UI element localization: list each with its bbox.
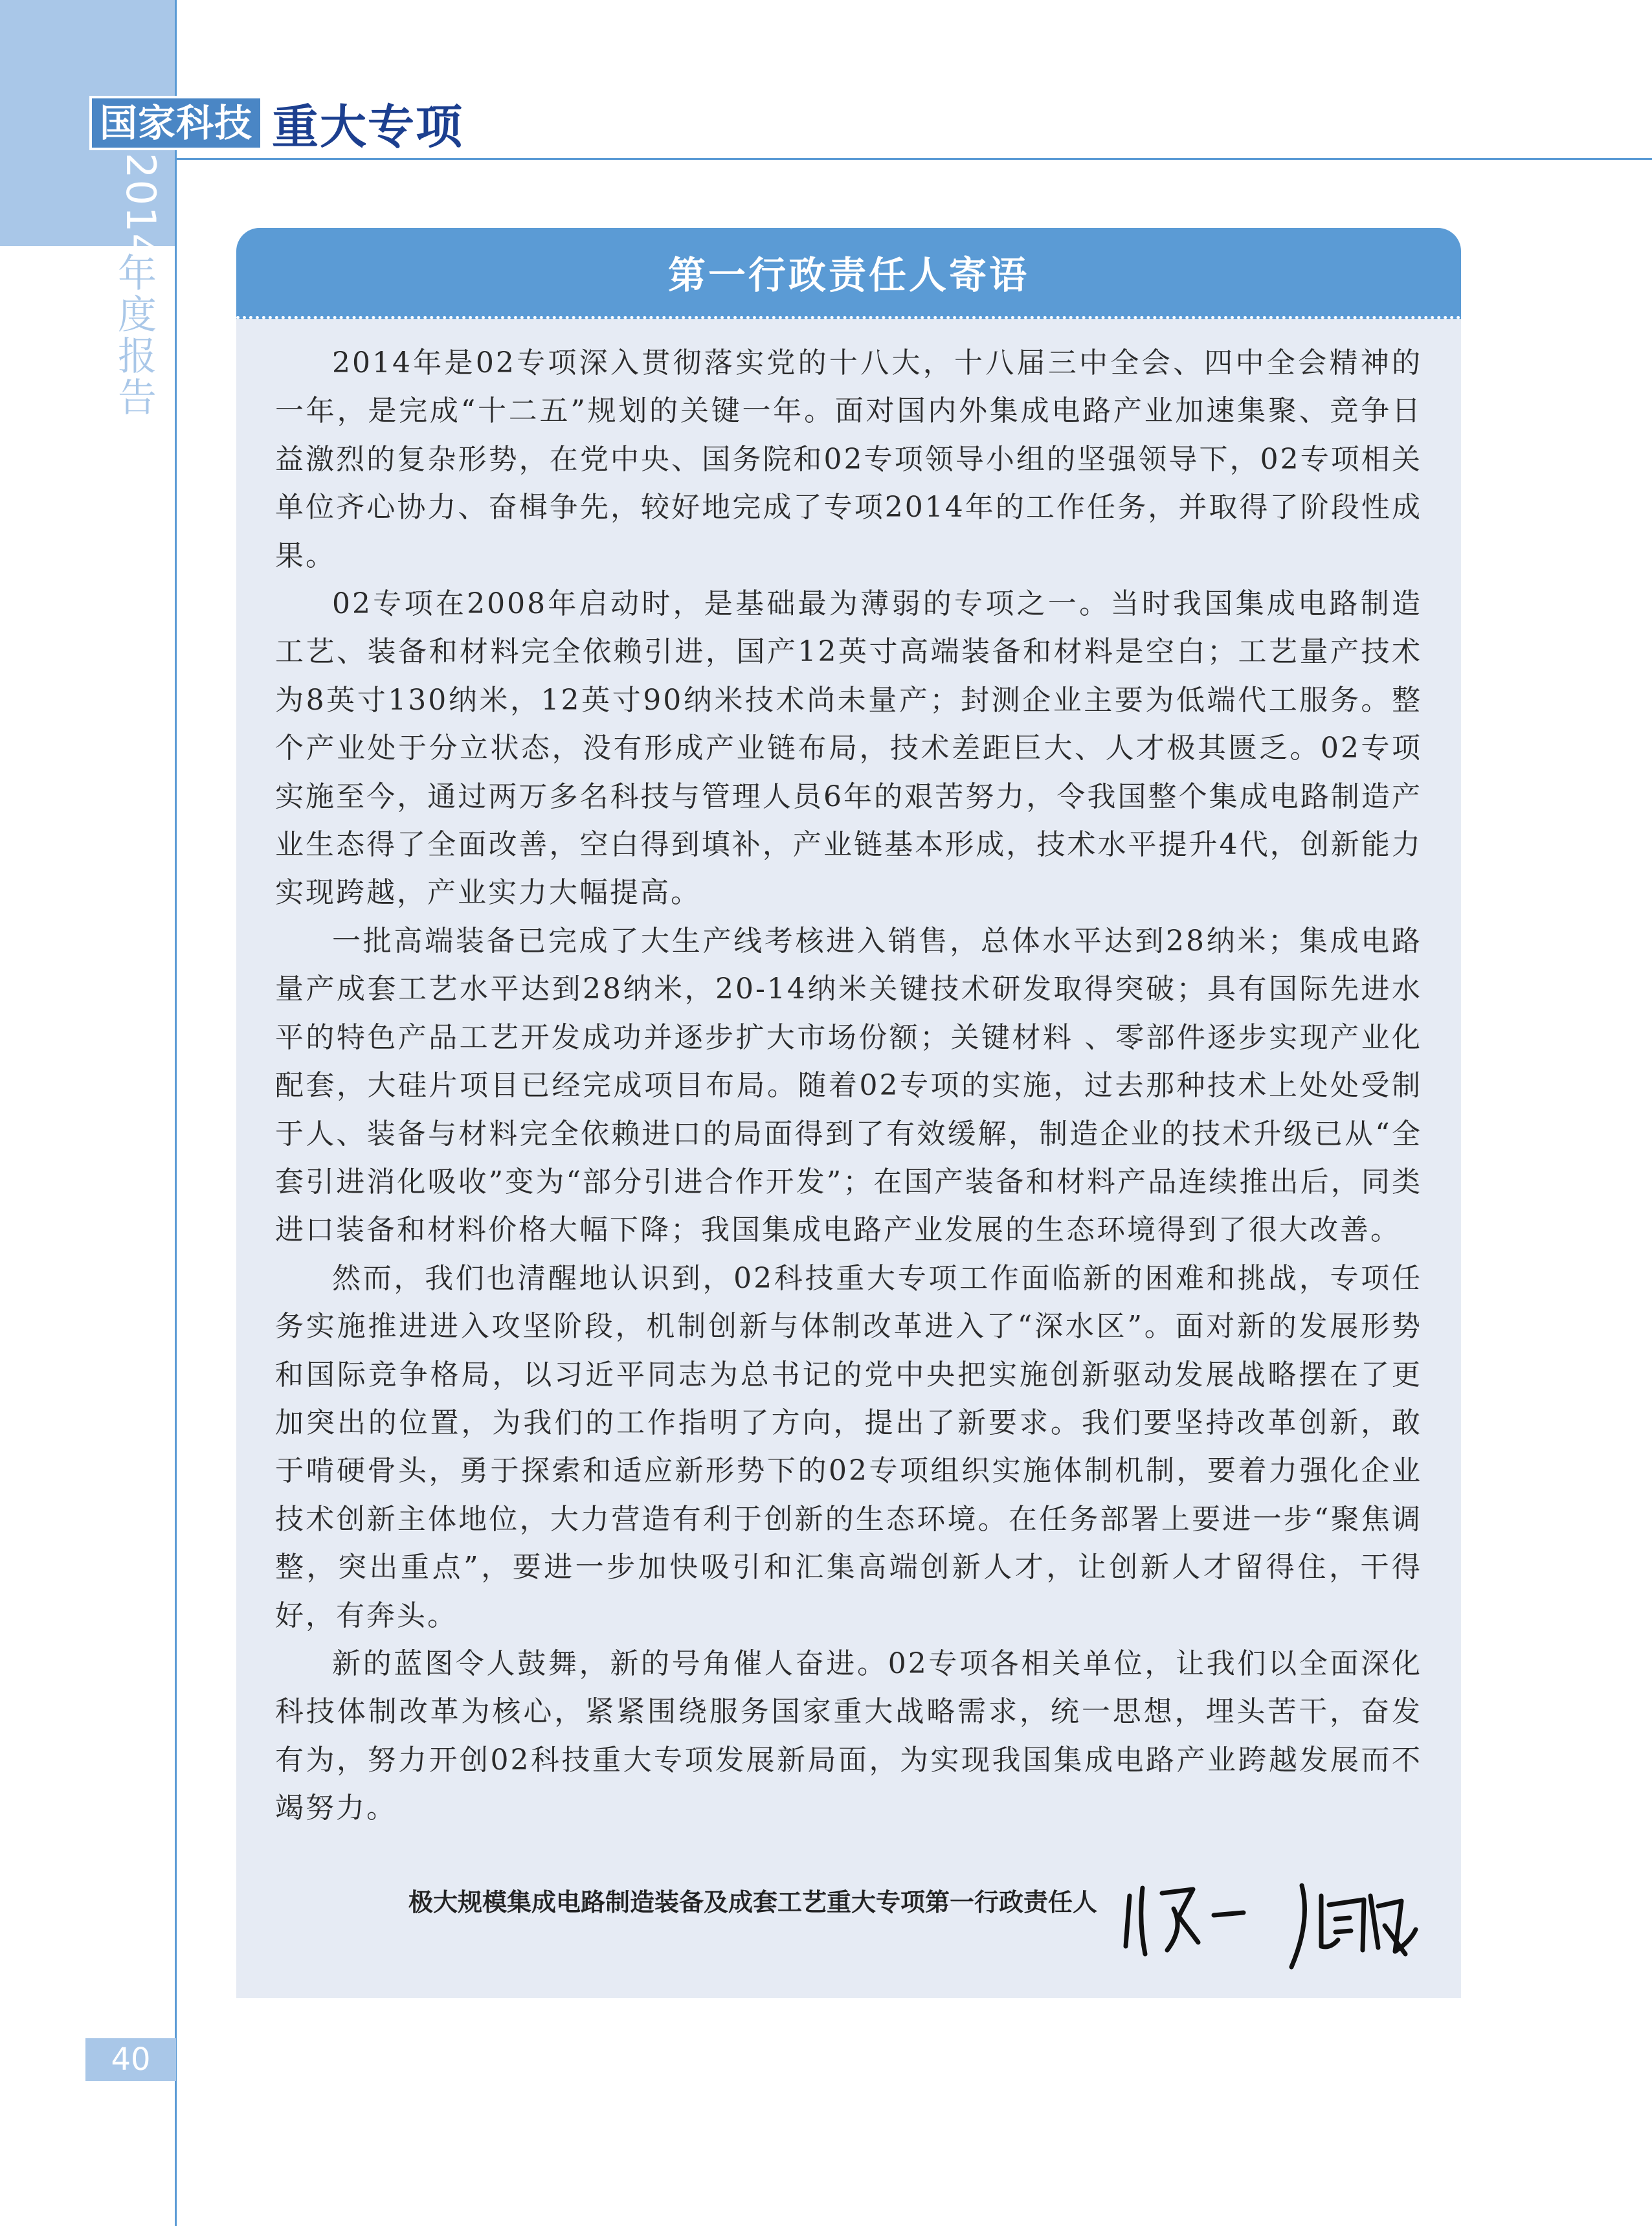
brand-main-label: 重大专项 [272, 99, 464, 154]
brand-header [89, 96, 464, 154]
paragraph-3: 一批高端装备已完成了大生产线考核进入销售，总体水平达到28纳米；集成电路量产成套工艺水平达到28纳米，20-14纳米关键技术研发取得突破；具有国际先进水平的特色产品工艺开发成功并逐步扩大市场份额；关键材料 、零部件逐步实现产业化配套，大硅片项目已经完成项目布局。随着02专项的实施，过去那种技术上处处受制于人、装备与材料完全依赖进口的局面得到了有效缓解，制造企业的技术升级已从“全套引进消化吸收”变为“部分引进合作开发”；在国产装备和材料产品连续推出后，同类进口装备和材料价格大幅下降；我国集成电路产业发展的生态环境得到了很大改善。 [275, 924, 1422, 1247]
panel-header [236, 228, 1461, 319]
sidebar-divider [175, 0, 177, 2226]
brand-box-label: 国家科技 [89, 96, 263, 150]
left-sidebar [0, 0, 176, 2226]
side-year: 2014 [117, 153, 164, 260]
side-report-title: 年度报告 [111, 253, 157, 418]
paragraph-4: 然而，我们也清醒地认识到，02科技重大专项工作面临新的困难和挑战，专项任务实施推进进入攻坚阶段，机制创新与体制改革进入了“深水区”。面对新的发展形势和国际竞争格局，以习近平同志为总书记的党中央把实施创新驱动发展战略摆在了更加突出的位置，为我们的工作指明了方向，提出了新要求。我们要坚持改革创新，敢于啃硬骨头，勇于探索和适应新形势下的02专项组织实施体制机制，要着力强化企业技术创新主体地位，大力营造有利于创新的生态环境。在任务部署上要进一步“聚焦调整，突出重点”，要进一步加快吸引和汇集高端创新人才，让创新人才留得住，干得好，有奔头。 [275, 1261, 1422, 1632]
header-rule [176, 158, 1652, 160]
panel-title: 第一行政责任人寄语 [667, 253, 1029, 297]
signature-icon [1117, 1870, 1421, 1973]
page-number: 40 [85, 2038, 176, 2081]
paragraph-5: 新的蓝图令人鼓舞，新的号角催人奋进。02专项各相关单位，让我们以全面深化科技体制改革为核心，紧紧围绕服务国家重大战略需求，统一思想，埋头苦干，奋发有为，努力开创02科技重大专项发展新局面，为实现我国集成电路产业跨越发展而不竭努力。 [275, 1647, 1422, 1825]
paragraph-1: 2014年是02专项深入贯彻落实党的十八大，十八届三中全会、四中全会精神的一年，是完成“十二五”规划的关键一年。面对国内外集成电路产业加速集聚、竞争日益激烈的复杂形势，在党中央、国务院和02专项领导小组的坚强领导下，02专项相关单位齐心协力、奋楫争先，较好地完成了专项2014年的工作任务，并取得了阶段性成果。 [275, 346, 1422, 572]
signatory-title: 极大规模集成电路制造装备及成套工艺重大专项第一行政责任人 [408, 1888, 1097, 1917]
body-text [275, 339, 1422, 1833]
paragraph-2: 02专项在2008年启动时，是基础最为薄弱的专项之一。当时我国集成电路制造工艺、装备和材料完全依赖引进，国产12英寸高端装备和材料是空白；工艺量产技术为8英寸130纳米，12英寸90纳米技术尚未量产；封测企业主要为低端代工服务。整个产业处于分立状态，没有形成产业链布局，技术差距巨大、人才极其匮乏。02专项实施至今，通过两万多名科技与管理人员6年的艰苦努力，令我国整个集成电路制造产业生态得了全面改善，空白得到填补，产业链基本形成，技术水平提升4代，创新能力实现跨越，产业实力大幅提高。 [275, 587, 1422, 910]
message-panel [236, 228, 1461, 1998]
